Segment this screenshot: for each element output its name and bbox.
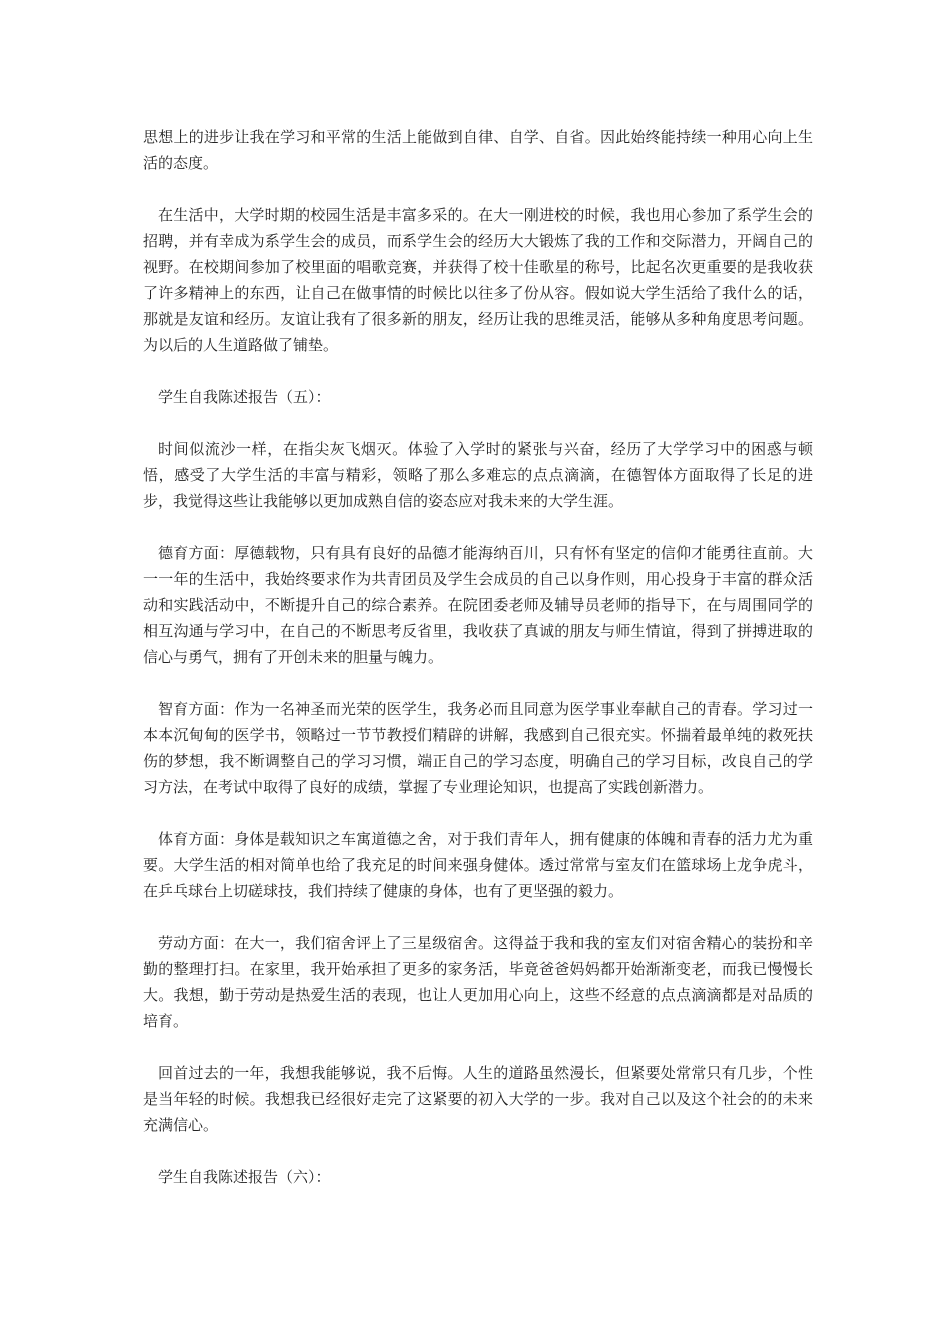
section-heading-five: 学生自我陈述报告（五）：: [158, 388, 331, 406]
paragraph-introduction: 时间似流沙一样，在指尖灰飞烟灭。体验了入学时的紧张与兴奋，经历了大学学习中的困惑与顿悟，感受了大学生活的丰富与精彩，领略了那么多难忘的点点滴滴，在德智体方面取得了长足的进步，我觉得这些让我能够以更加成熟自信的姿态应对我未来的大学生涯。: [143, 440, 813, 510]
section-heading-six: 学生自我陈述报告（六）：: [158, 1168, 331, 1186]
paragraph-intellectual-education: 智育方面：作为一名神圣而光荣的医学生，我务必而且同意为医学事业奉献自己的青春。学习过一本本沉甸甸的医学书，领略过一节节教授们精辟的讲解，我感到自己很充实。怀揣着最单纯的救死扶伤的梦想，我不断调整自己的学习习惯，端正自己的学习态度，明确自己的学习目标，改良自己的学习方法，在考试中取得了良好的成绩，掌握了专业理论知识，也提高了实践创新潜力。: [143, 700, 813, 796]
paragraph-continuation: 思想上的进步让我在学习和平常的生活上能做到自律、自学、自省。因此始终能持续一种用心向上生活的态度。: [143, 128, 813, 172]
paragraph-labor-education: 劳动方面：在大一，我们宿舍评上了三星级宿舍。这得益于我和我的室友们对宿舍精心的装扮和辛勤的整理打扫。在家里，我开始承担了更多的家务活，毕竟爸爸妈妈都开始渐渐变老，而我已慢慢长大。我想，勤于劳动是热爱生活的表现，也让人更加用心向上，这些不经意的点点滴滴都是对品质的培育。: [143, 934, 813, 1030]
paragraph-moral-education: 德育方面：厚德载物，只有具有良好的品德才能海纳百川，只有怀有坚定的信仰才能勇往直前。大一一年的生活中，我始终要求作为共青团员及学生会成员的自己以身作则，用心投身于丰富的群众活动和实践活动中，不断提升自己的综合素养。在院团委老师及辅导员老师的指导下，在与周围同学的相互沟通与学习中，在自己的不断思考反省里，我收获了真诚的朋友与师生情谊，得到了拼搏进取的信心与勇气，拥有了开创未来的胆量与魄力。: [143, 544, 813, 666]
paragraph-campus-life: 在生活中，大学时期的校园生活是丰富多采的。在大一刚进校的时候，我也用心参加了系学生会的招聘，并有幸成为系学生会的成员，而系学生会的经历大大锻炼了我的工作和交际潜力，开阔自己的视野。在校期间参加了校里面的唱歌竞赛，并获得了校十佳歌星的称号，比起名次更重要的是我收获了许多精神上的东西，让自己在做事情的时候比以往多了份从容。假如说大学生活给了我什么的话，那就是友谊和经历。友谊让我有了很多新的朋友，经历让我的思维灵活，能够从多种角度思考问题。为以后的人生道路做了铺垫。: [143, 206, 813, 354]
paragraph-reflection: 回首过去的一年，我想我能够说，我不后悔。人生的道路虽然漫长，但紧要处常常只有几步，个性是当年轻的时候。我想我已经很好走完了这紧要的初入大学的一步。我对自己以及这个社会的的未来充满信心。: [143, 1064, 813, 1134]
paragraph-physical-education: 体育方面：身体是载知识之车寓道德之舍，对于我们青年人，拥有健康的体魄和青春的活力尤为重要。大学生活的相对简单也给了我充足的时间来强身健体。透过常常与室友们在篮球场上龙争虎斗，在乒乓球台上切磋球技，我们持续了健康的身体，也有了更坚强的毅力。: [143, 830, 813, 900]
document-body: [143, 124, 813, 1216]
